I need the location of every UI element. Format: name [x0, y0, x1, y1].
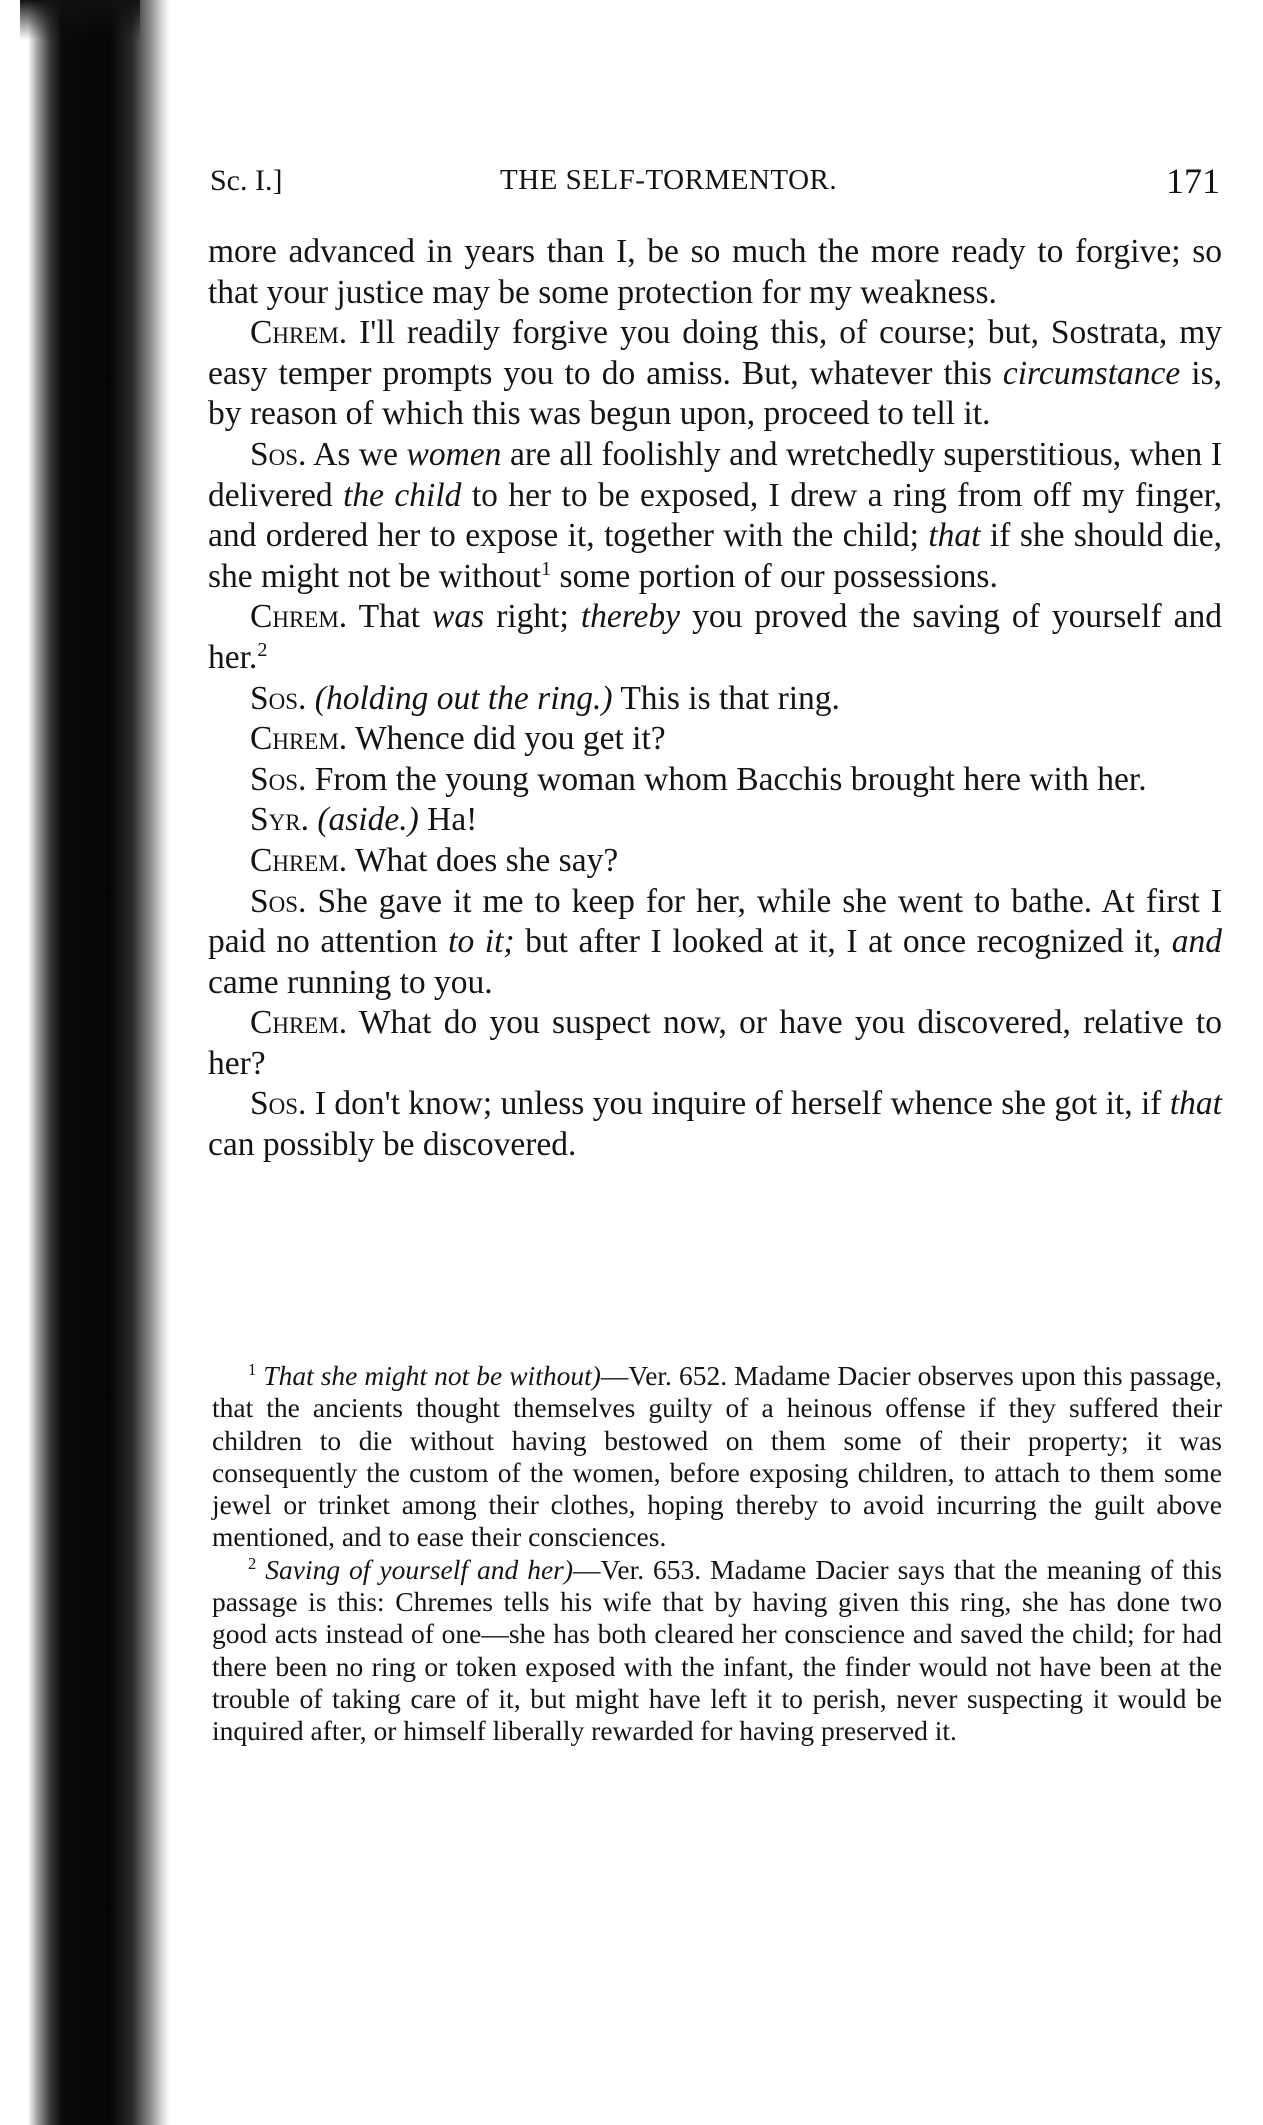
speaker-chrem: Chrem.: [250, 841, 348, 879]
main-text: [208, 232, 1222, 1166]
footnotes: [212, 1360, 1222, 1748]
paragraph-7: Sos. From the young woman whom Bacchis brought here with her.: [250, 760, 1147, 798]
paragraph-1: more advanced in years than I, be so much the more ready to forgive; so that your justice may be some protection for my weakness.: [208, 233, 1222, 311]
speaker-sos: Sos.: [250, 679, 307, 717]
paragraph-10: Sos. She gave it me to keep for her, while she went to bathe. At first I paid no attention to it; but after I looked at it, I at once recognized it, and came running to you.: [208, 882, 1222, 1001]
paragraph-8: Syr. (aside.) Ha!: [250, 801, 478, 839]
paragraph-5: Sos. (holding out the ring.) This is that ring.: [250, 679, 840, 717]
paragraph-4: Chrem. That was right; thereby you proved the saving of yourself and her.$^2$: [208, 598, 1222, 676]
paragraph-11: Chrem. What do you suspect now, or have you discovered, relative to her?: [208, 1004, 1222, 1082]
running-header: [210, 158, 1220, 208]
footnote-2: $^2$ Saving of yourself and her)—Ver. 653. Madame Dacier says that the meaning of this passage is this: Chremes tells his wife that by having given this ring, she has done two good acts instead of one—she has both cleared her conscience and saved the child; for had there been no ring or token exposed with the infant, the finder would not have been at the trouble of taking care of it, but might have left it to perish, never suspecting it would be inquired after, or himself liberally rewarded for having preserved it.: [212, 1553, 1223, 1747]
speaker-sos: Sos.: [250, 435, 307, 473]
page-number: 171: [1166, 161, 1220, 201]
paragraph-9: Chrem. What does she say?: [250, 841, 619, 879]
footnote-1: $^1$ That she might not be without)—Ver. 652. Madame Dacier observes upon this passage, that the ancients thought themselves guilty of a heinous offense if they suffered their children to die without having bestowed on them some of their property; it was consequently the custom of the women, before exposing children, to attach to them some jewel or trinket among their clothes, hoping thereby to avoid incurring the guilt above mentioned, and to ease their consciences.: [212, 1359, 1223, 1553]
speaker-chrem: Chrem.: [250, 1004, 348, 1042]
paragraph-12: Sos. I don't know; unless you inquire of herself whence she got it, if that can possibly be discovered.: [208, 1085, 1222, 1164]
paragraph-3: Sos. As we women are all foolishly and wretchedly superstitious, when I delivered the child to her to be exposed, I drew a ring from off my finger, and ordered her to expose it, together with the child; that if she should die, she might not be without$^1$ some portion of our possessions.: [208, 435, 1222, 595]
speaker-syr: Syr.: [250, 801, 309, 839]
speaker-sos: Sos.: [250, 882, 307, 920]
running-title: THE SELF-TORMENTOR.: [500, 164, 838, 196]
speaker-sos: Sos.: [250, 1085, 307, 1123]
binding-shadow: [20, 0, 140, 40]
paragraph-2: Chrem. I'll readily forgive you doing this, of course; but, Sostrata, my easy temper prompts you to do amiss. But, whatever this circumstance is, by reason of which this was begun upon, proceed to tell it.: [208, 314, 1222, 433]
footnote-ref-1: 1: [541, 557, 552, 580]
speaker-sos: Sos.: [250, 760, 307, 798]
scene-label: Sc. I.]: [210, 164, 283, 197]
footnote-mark-1: 1: [248, 1359, 257, 1379]
speaker-chrem: Chrem.: [250, 598, 348, 636]
footnote-mark-2: 2: [248, 1553, 257, 1573]
footnote-ref-2: 2: [257, 638, 268, 661]
book-binding-edge: [0, 0, 170, 2125]
speaker-chrem: Chrem.: [250, 720, 348, 758]
speaker-chrem: Chrem.: [250, 314, 348, 352]
paragraph-6: Chrem. Whence did you get it?: [250, 720, 666, 758]
